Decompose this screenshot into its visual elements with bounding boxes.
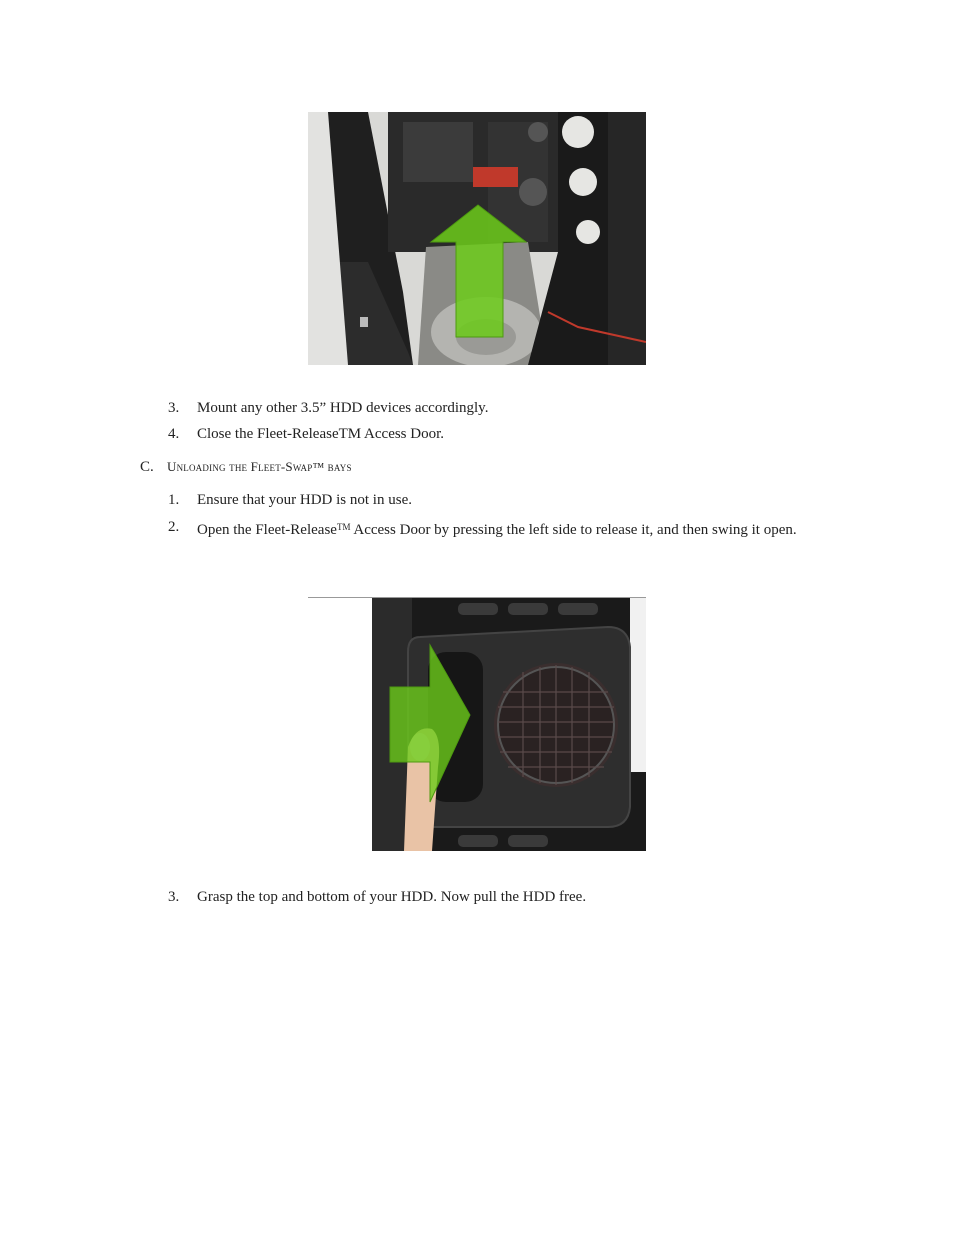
step-text-after: Access Door by pressing the left side to release it, and then swing it open. — [350, 522, 797, 538]
section-letter: C. — [140, 459, 154, 475]
step-text: Grasp the top and bottom of your HDD. Now pull the HDD free. — [197, 889, 587, 905]
step-number: 3. — [168, 400, 180, 416]
step-number: 3. — [168, 889, 180, 905]
section-title-part2: bays — [324, 459, 352, 474]
step-number: 1. — [168, 492, 180, 508]
access-door-release-photo — [308, 597, 646, 851]
section-title-part1: Unloading the Fleet-Swap — [167, 459, 313, 474]
step-text: Close the Fleet-ReleaseTM Access Door. — [197, 426, 445, 442]
trademark: TM — [336, 522, 351, 532]
step-text: Mount any other 3.5” HDD devices accordingly. — [197, 400, 489, 416]
step-number: 2. — [168, 519, 180, 535]
section-title-tm: ™ — [312, 460, 325, 474]
step-text — [197, 518, 797, 539]
step-text-before: Open the Fleet-Release — [197, 522, 337, 538]
step-text: Ensure that your HDD is not in use. — [197, 492, 412, 508]
step-number: 4. — [168, 426, 180, 442]
section-heading — [167, 458, 352, 476]
hdd-bay-insert-photo — [308, 112, 646, 365]
